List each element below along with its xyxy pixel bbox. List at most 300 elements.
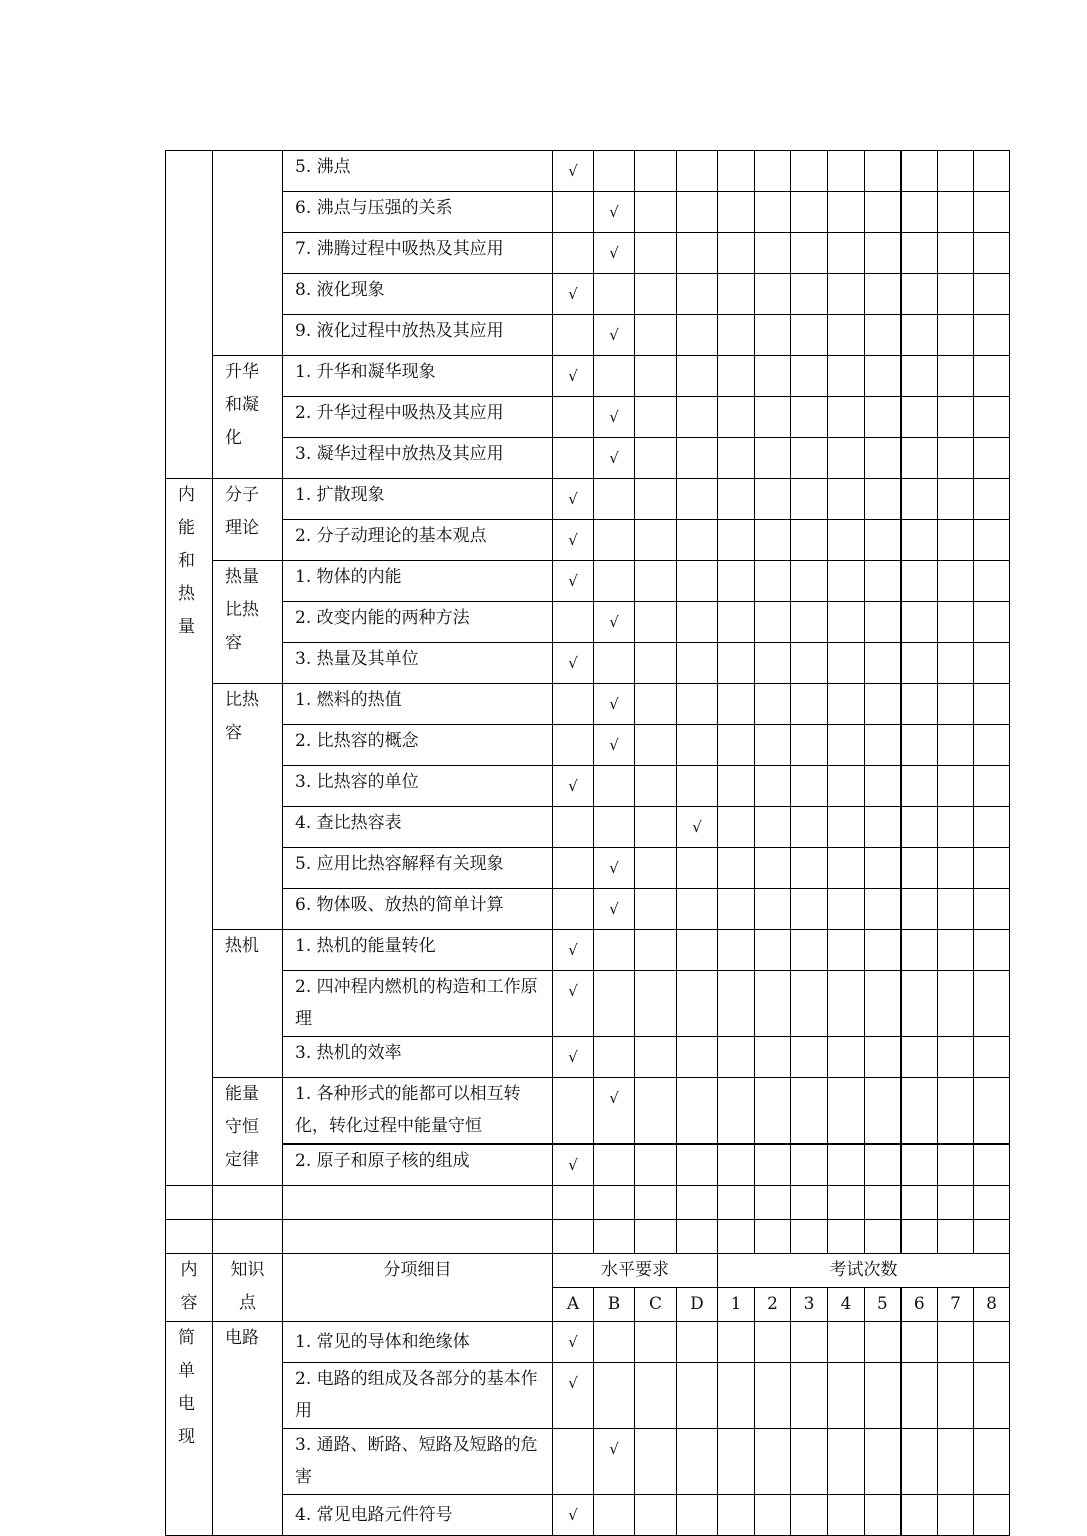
exam-cell [718,1362,755,1428]
level-c-cell [635,1219,677,1253]
exam-cell [938,807,974,848]
check-mark: √ [568,572,578,590]
table-row [166,1321,1010,1362]
exam-cell [865,1428,901,1494]
exam-cell [865,684,901,725]
exam-cell [828,889,865,930]
exam-cell [974,151,1010,192]
exam-cell [901,643,938,684]
exam-cell [718,274,755,315]
level-d-cell [677,274,718,315]
item-cell: 4. 查比热容表 [283,807,553,848]
exam-cell [938,397,974,438]
check-mark: √ [692,818,702,836]
level-c-cell [635,315,677,356]
exam-cell [901,1144,938,1186]
exam-cell [718,1321,755,1362]
level-c-cell [635,1494,677,1535]
level-a-cell [553,233,594,274]
knowledge-sublimation-line: 和凝 [225,395,259,415]
level-c-cell [635,807,677,848]
level-a-cell [553,889,594,930]
exam-cell [974,1219,1010,1253]
table-row [166,1362,1010,1428]
item-cell: 6. 沸点与压强的关系 [283,192,553,233]
exam-cell [828,561,865,602]
check-mark: √ [568,367,578,385]
exam-cell [938,438,974,479]
level-b-cell [594,1494,635,1535]
level-a-cell [553,520,594,561]
exam-cell [828,1321,865,1362]
exam-cell [901,766,938,807]
exam-cell [865,1494,901,1535]
exam-cell [901,233,938,274]
knowledge-specific-heat-line: 比热 [225,690,259,710]
exam-cell [901,930,938,971]
exam-cell [718,479,755,520]
level-b-cell [594,151,635,192]
exam-cell [865,930,901,971]
level-c-cell [635,397,677,438]
exam-cell [938,643,974,684]
check-mark: √ [609,1089,619,1107]
item-cell: 1. 燃料的热值 [283,684,553,725]
exam-cell [901,1185,938,1219]
exam-cell [755,1037,791,1078]
knowledge-engine [213,930,283,1078]
level-c-cell [635,520,677,561]
level-c-cell [635,848,677,889]
table-row [166,889,1010,930]
level-d-cell [677,684,718,725]
exam-cell [828,520,865,561]
exam-cell [828,233,865,274]
content-internal-energy-line: 内 [178,485,195,505]
header-exam-7: 7 [938,1287,974,1321]
knowledge-conservation-line: 定律 [225,1150,259,1170]
exam-cell [718,1428,755,1494]
exam-cell [755,889,791,930]
level-d-cell [677,1362,718,1428]
level-a-cell [553,1321,594,1362]
level-d-cell [677,438,718,479]
level-a-cell [553,274,594,315]
exam-cell [755,151,791,192]
header-knowledge-line: 知识 [230,1259,265,1280]
table-row [166,1428,1010,1494]
exam-cell [938,684,974,725]
level-d-cell [677,397,718,438]
knowledge-circuit [213,1321,283,1535]
item-cell: 3. 热量及其单位 [283,643,553,684]
table-row [166,766,1010,807]
exam-cell [974,971,1010,1037]
level-d-cell [677,315,718,356]
exam-cell [938,151,974,192]
exam-cell [718,889,755,930]
check-mark: √ [568,777,578,795]
knowledge-table [165,150,1010,1536]
level-c-cell [635,1428,677,1494]
level-a-cell [553,684,594,725]
exam-cell [901,807,938,848]
exam-cell [791,1428,828,1494]
exam-cell [901,1219,938,1253]
exam-cell [901,1428,938,1494]
level-d-cell [677,971,718,1037]
exam-cell [718,1185,755,1219]
level-b-cell [594,807,635,848]
level-b-cell [594,1144,635,1186]
exam-cell [718,1037,755,1078]
exam-cell [828,1494,865,1535]
header-exam-1: 1 [718,1287,755,1321]
item-cell: 2. 原子和原子核的组成 [283,1144,553,1186]
level-c-cell [635,438,677,479]
exam-cell [791,1321,828,1362]
level-c-cell [635,602,677,643]
content-internal-energy-line: 能 [178,518,195,538]
level-d-cell [677,520,718,561]
knowledge-heat-line: 热量 [225,567,259,587]
content-circuit-line: 现 [178,1426,195,1447]
level-d-cell [677,1321,718,1362]
level-a-cell [553,725,594,766]
item-cell: 1. 物体的内能 [283,561,553,602]
item-cell: 2. 改变内能的两种方法 [283,602,553,643]
level-c-cell [635,1144,677,1186]
level-d-cell [677,643,718,684]
exam-cell [901,397,938,438]
table-row [166,1185,1010,1219]
level-a-cell [553,602,594,643]
level-a-cell [553,397,594,438]
level-d-cell [677,192,718,233]
exam-cell [865,1037,901,1078]
exam-cell [865,766,901,807]
check-mark: √ [568,654,578,672]
exam-cell [828,643,865,684]
level-a-cell [553,1494,594,1535]
empty-cell [166,1219,213,1253]
exam-cell [791,807,828,848]
check-mark: √ [609,203,619,221]
exam-cell [718,807,755,848]
level-d-cell [677,1144,718,1186]
exam-cell [901,1321,938,1362]
level-d-cell [677,479,718,520]
exam-cell [828,1362,865,1428]
exam-cell [828,1037,865,1078]
table-row [166,397,1010,438]
check-mark: √ [609,408,619,426]
level-b-cell [594,520,635,561]
knowledge-molecular-line: 分子 [225,485,259,505]
content-internal-energy-line: 和 [178,551,195,571]
exam-cell [718,725,755,766]
exam-cell [865,274,901,315]
header-level-c: C [635,1287,677,1321]
exam-cell [755,274,791,315]
exam-cell [865,1144,901,1186]
exam-cell [938,479,974,520]
level-b-cell [594,684,635,725]
exam-cell [974,274,1010,315]
exam-cell [938,1144,974,1186]
exam-cell [901,1494,938,1535]
level-c-cell [635,561,677,602]
exam-cell [865,602,901,643]
exam-cell [938,889,974,930]
table-row [166,930,1010,971]
exam-cell [938,1078,974,1144]
exam-cell [828,807,865,848]
level-a-cell [553,192,594,233]
exam-cell [755,643,791,684]
item-cell: 6. 物体吸、放热的简单计算 [283,889,553,930]
exam-cell [718,766,755,807]
exam-cell [938,725,974,766]
item-cell: 3. 热机的效率 [283,1037,553,1078]
level-b-cell [594,602,635,643]
level-d-cell [677,1037,718,1078]
table-row [166,1219,1010,1253]
exam-cell [901,1078,938,1144]
exam-cell [828,315,865,356]
exam-cell [755,1428,791,1494]
table-row [166,1144,1010,1186]
level-a-cell [553,479,594,520]
exam-cell [901,1037,938,1078]
exam-cell [865,889,901,930]
exam-cell [974,233,1010,274]
exam-cell [938,930,974,971]
knowledge-molecular [213,479,283,561]
exam-cell [865,520,901,561]
exam-cell [828,192,865,233]
table-row [166,438,1010,479]
exam-cell [755,1494,791,1535]
header-exam-8: 8 [974,1287,1010,1321]
check-mark: √ [609,900,619,918]
exam-cell [865,848,901,889]
knowledge-circuit-line: 电路 [225,1327,259,1348]
level-c-cell [635,151,677,192]
header-items: 分项细目 [283,1253,553,1321]
exam-cell [755,1144,791,1186]
exam-cell [791,1219,828,1253]
level-d-cell [677,848,718,889]
level-b-cell [594,192,635,233]
exam-cell [974,315,1010,356]
level-c-cell [635,1362,677,1428]
exam-cell [791,684,828,725]
exam-cell [828,602,865,643]
knowledge-cell-continued [213,151,283,356]
exam-cell [938,602,974,643]
level-a-cell [553,848,594,889]
exam-cell [901,192,938,233]
exam-cell [974,1144,1010,1186]
exam-cell [901,602,938,643]
exam-cell [828,479,865,520]
level-c-cell [635,1185,677,1219]
exam-cell [938,1428,974,1494]
exam-cell [938,766,974,807]
level-b-cell [594,1219,635,1253]
exam-cell [828,1428,865,1494]
level-a-cell [553,1078,594,1144]
table-row [166,643,1010,684]
table-row [166,315,1010,356]
level-b-cell [594,971,635,1037]
header-exam-5: 5 [865,1287,901,1321]
knowledge-sublimation-line: 化 [225,428,242,448]
check-mark: √ [609,326,619,344]
level-d-cell [677,766,718,807]
level-c-cell [635,274,677,315]
exam-cell [791,930,828,971]
level-c-cell [635,930,677,971]
level-a-cell [553,766,594,807]
check-mark: √ [568,1373,578,1392]
header-content-line: 内 [180,1259,198,1280]
level-c-cell [635,643,677,684]
level-d-cell [677,807,718,848]
exam-cell [865,356,901,397]
exam-cell [974,1185,1010,1219]
exam-cell [718,684,755,725]
exam-cell [901,1362,938,1428]
level-b-cell [594,233,635,274]
level-a-cell [553,1362,594,1428]
level-a-cell [553,643,594,684]
exam-cell [974,397,1010,438]
level-c-cell [635,766,677,807]
content-internal-energy-line: 量 [178,617,195,637]
knowledge-conservation [213,1078,283,1186]
exam-cell [718,438,755,479]
knowledge-heat [213,561,283,684]
exam-cell [791,397,828,438]
level-d-cell [677,1428,718,1494]
exam-cell [865,561,901,602]
item-cell: 1. 扩散现象 [283,479,553,520]
check-mark: √ [609,449,619,467]
exam-cell [791,561,828,602]
exam-cell [718,315,755,356]
exam-cell [718,356,755,397]
exam-cell [828,151,865,192]
exam-cell [828,766,865,807]
item-cell: 2. 升华过程中吸热及其应用 [283,397,553,438]
exam-cell [828,1144,865,1186]
exam-cell [755,725,791,766]
exam-cell [865,192,901,233]
exam-cell [828,971,865,1037]
level-d-cell [677,930,718,971]
level-a-cell [553,1185,594,1219]
level-d-cell [677,1185,718,1219]
level-d-cell [677,725,718,766]
item-cell: 3. 凝华过程中放热及其应用 [283,438,553,479]
exam-cell [791,1078,828,1144]
level-a-cell [553,151,594,192]
level-b-cell [594,397,635,438]
level-b-cell [594,1037,635,1078]
level-b-cell [594,315,635,356]
level-a-cell [553,315,594,356]
exam-cell [755,315,791,356]
table-row [166,1078,1010,1144]
knowledge-heat-line: 比热 [225,600,259,620]
level-d-cell [677,151,718,192]
exam-cell [718,971,755,1037]
exam-cell [755,766,791,807]
knowledge-conservation-line: 守恒 [225,1117,259,1137]
exam-cell [828,1078,865,1144]
level-c-cell [635,1321,677,1362]
table-row [166,807,1010,848]
header-knowledge [213,1253,283,1321]
exam-cell [974,1494,1010,1535]
exam-cell [865,1321,901,1362]
exam-cell [974,684,1010,725]
exam-cell [755,192,791,233]
exam-cell [974,930,1010,971]
exam-cell [974,807,1010,848]
exam-cell [974,1362,1010,1428]
exam-cell [791,1185,828,1219]
level-b-cell [594,889,635,930]
exam-cell [755,848,791,889]
exam-cell [791,520,828,561]
header-exam-3: 3 [791,1287,828,1321]
exam-cell [938,561,974,602]
exam-cell [828,397,865,438]
check-mark: √ [568,162,578,180]
empty-cell [213,1219,283,1253]
exam-cell [865,1185,901,1219]
level-b-cell [594,561,635,602]
header-level-d: D [677,1287,718,1321]
exam-cell [938,520,974,561]
level-b-cell [594,1078,635,1144]
level-d-cell [677,1219,718,1253]
check-mark: √ [568,490,578,508]
exam-cell [974,643,1010,684]
exam-cell [938,274,974,315]
level-c-cell [635,971,677,1037]
check-mark: √ [568,1505,578,1524]
exam-cell [718,1144,755,1186]
exam-cell [718,397,755,438]
exam-cell [828,684,865,725]
exam-cell [938,1362,974,1428]
check-mark: √ [609,736,619,754]
exam-cell [974,1078,1010,1144]
table-row [166,1037,1010,1078]
exam-cell [865,807,901,848]
exam-cell [791,971,828,1037]
level-a-cell [553,356,594,397]
exam-cell [791,192,828,233]
level-d-cell [677,889,718,930]
item-cell: 1. 升华和凝华现象 [283,356,553,397]
exam-cell [791,1037,828,1078]
level-b-cell [594,479,635,520]
